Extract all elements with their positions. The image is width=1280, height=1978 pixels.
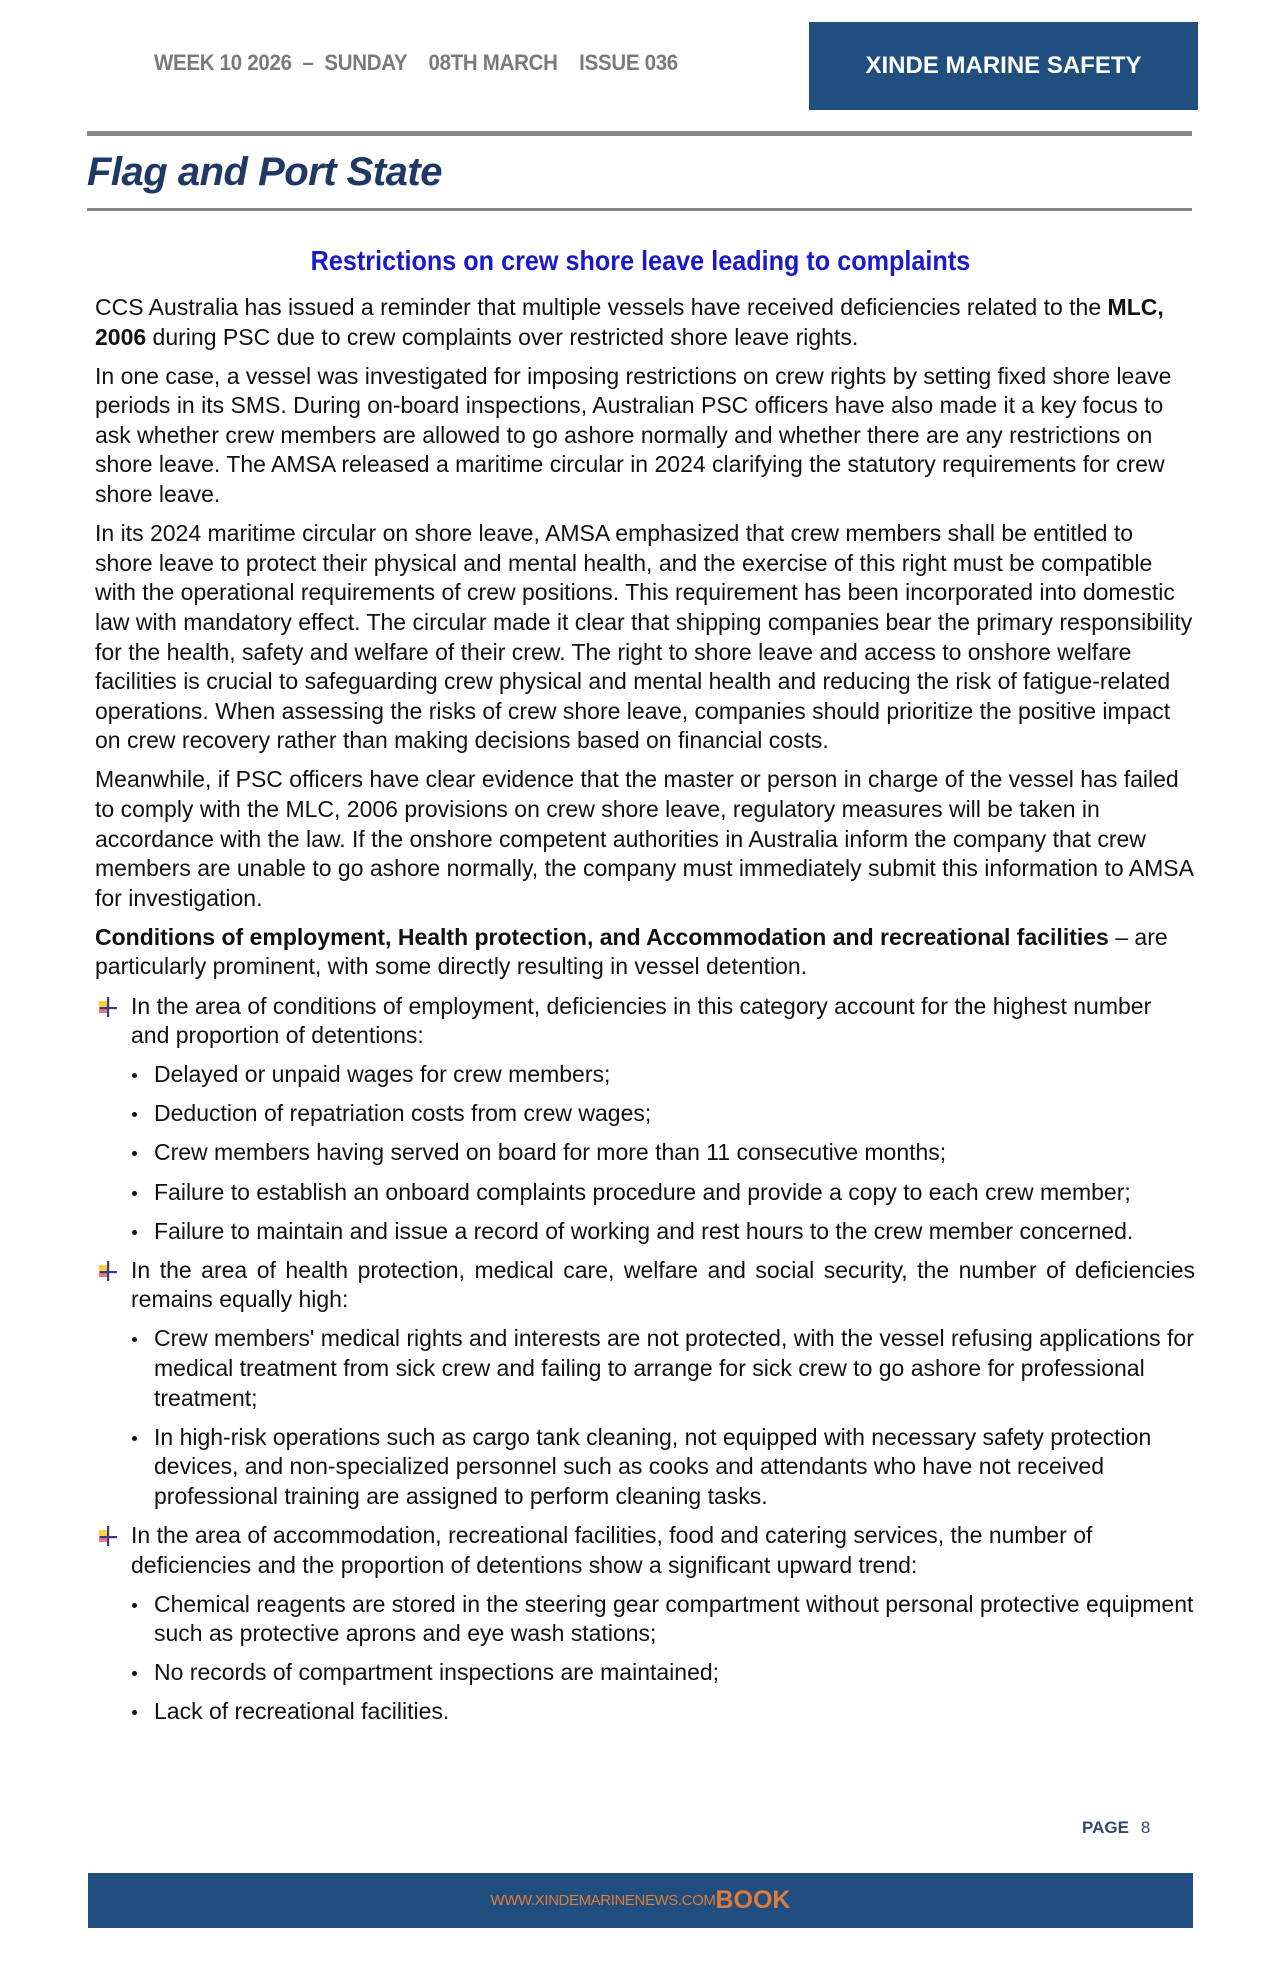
page-indicator — [1082, 1818, 1150, 1838]
bullet-dot-icon — [132, 1436, 137, 1441]
website-link[interactable]: WWW.XINDEMARINENEWS.COM — [490, 1892, 716, 1909]
list-item-text: No records of compartment inspections are maintained; — [154, 1659, 720, 1686]
list-item-text: Crew members' medical rights and interests are not protected, with the vessel refusing applications for medical treatment from sick crew and failing to arrange for sick crew to go ashore for professional treatment; — [154, 1325, 1194, 1411]
list-item — [95, 1060, 1195, 1090]
employment-deficiency-list — [95, 1060, 1195, 1246]
page-number: 8 — [1140, 1818, 1151, 1837]
bullet-dot-icon — [132, 1671, 137, 1676]
list-item — [95, 1178, 1195, 1208]
paragraph-1 — [95, 293, 1195, 352]
list-item — [95, 1138, 1195, 1168]
list-item — [95, 1658, 1195, 1688]
list-item — [95, 1099, 1195, 1129]
bullet-dot-icon — [132, 1337, 137, 1342]
cross-bullet-icon — [97, 1260, 119, 1282]
bullet-dot-icon — [132, 1230, 137, 1235]
paragraph-text: – are particularly prominent, with some directly resulting in vessel detention. — [95, 923, 1168, 980]
brand-name: XINDE MARINE SAFETY — [865, 52, 1142, 79]
paragraph-text: during PSC due to crew complaints over restricted shore leave rights. — [146, 323, 859, 350]
category-accommodation — [95, 1521, 1195, 1580]
list-item — [95, 1590, 1195, 1649]
accommodation-deficiency-list — [95, 1590, 1195, 1727]
list-item — [95, 1217, 1195, 1247]
bullet-dot-icon — [132, 1603, 137, 1608]
paragraph-5 — [95, 923, 1195, 982]
list-item-text: Delayed or unpaid wages for crew members; — [154, 1061, 611, 1088]
category-text: In the area of accommodation, recreational facilities, food and catering services, the number of deficiencies and the proportion of detentions show a significant upward trend: — [131, 1521, 1093, 1578]
bullet-dot-icon — [132, 1151, 137, 1156]
list-item-text: Chemical reagents are stored in the steering gear compartment without personal protective equipment such as protective aprons and eye wash stations; — [154, 1590, 1194, 1647]
article-body — [95, 293, 1195, 1737]
bullet-dot-icon — [132, 1073, 137, 1078]
top-divider — [87, 131, 1192, 136]
health-deficiency-list — [95, 1324, 1195, 1511]
paragraph-4: Meanwhile, if PSC officers have clear evidence that the master or person in charge of the vessel has failed to comply with the MLC, 2006 provisions on crew shore leave, regulatory measures will be taken in accordance with the law. If the onshore competent authorities in Australia inform the company that crew members are unable to go ashore normally, the company must immediately submit this information to AMSA for investigation. — [95, 766, 1193, 911]
paragraph-3: In its 2024 maritime circular on shore leave, AMSA emphasized that crew members shall be entitled to shore leave to protect their physical and mental health, and the exercise of this right must be compatible with the operational requirements of crew positions. This requirement has been incorporated into domestic law with mandatory effect. The circular made it clear that shipping companies bear the primary responsibility for the health, safety and welfare of their crew. The right to shore leave and access to onshore welfare facilities is crucial to safeguarding crew physical and mental health and reducing the risk of fatigue-related operations. When assessing the risks of crew shore leave, companies should prioritize the positive impact on crew recovery rather than making decisions based on financial costs. — [95, 520, 1193, 754]
list-item-text: Lack of recreational facilities. — [154, 1698, 450, 1725]
paragraph-2: In one case, a vessel was investigated for imposing restrictions on crew rights by setting fixed shore leave periods in its SMS. During on-board inspections, Australian PSC officers have also made it a key focus to ask whether crew members are allowed to go ashore normally and whether there are any restrictions on shore leave. The AMSA released a maritime circular in 2024 clarifying the statutory requirements for crew shore leave. — [95, 362, 1172, 508]
category-text: In the area of conditions of employment, deficiencies in this category account for the highest number and proportion of detentions: — [131, 992, 1152, 1049]
page-label: PAGE — [1082, 1818, 1129, 1837]
list-item-text: Deduction of repatriation costs from crew wages; — [154, 1100, 652, 1127]
categories-heading: Conditions of employment, Health protection, and Accommodation and recreational facilities — [95, 923, 1109, 950]
section-title: Flag and Port State — [87, 150, 442, 194]
list-item-text: In high-risk operations such as cargo tank cleaning, not equipped with necessary safety protection devices, and non-specialized personnel such as cooks and attendants who have not received professional training are assigned to perform cleaning tasks. — [154, 1423, 1152, 1509]
list-item — [95, 1423, 1195, 1512]
list-item — [95, 1697, 1195, 1727]
category-health-protection — [95, 1256, 1195, 1315]
footer-bar — [88, 1873, 1193, 1928]
title-divider — [87, 208, 1192, 211]
bullet-dot-icon — [132, 1191, 137, 1196]
list-item-text: Crew members having served on board for more than 11 consecutive months; — [154, 1139, 947, 1166]
bullet-dot-icon — [132, 1112, 137, 1117]
brand-banner — [809, 22, 1198, 110]
cross-bullet-icon — [97, 1525, 119, 1547]
paragraph-text: CCS Australia has issued a reminder that multiple vessels have received deficiencies related to the — [95, 294, 1108, 320]
list-item — [95, 1324, 1195, 1413]
list-item-text: Failure to maintain and issue a record of working and rest hours to the crew member concerned. — [154, 1217, 1134, 1244]
article-title — [0, 245, 1280, 277]
book-label: BOOK — [715, 1886, 791, 1914]
category-text: In the area of health protection, medical care, welfare and social security, the number of deficiencies remains equally high: — [131, 1256, 1195, 1313]
article-title-text: Restrictions on crew shore leave leading to complaints — [310, 245, 970, 276]
cross-bullet-icon — [97, 996, 119, 1018]
issue-date-line: WEEK 10 2026 – SUNDAY 08TH MARCH ISSUE 036 — [154, 50, 678, 75]
category-employment — [95, 992, 1195, 1051]
list-item-text: Failure to establish an onboard complaints procedure and provide a copy to each crew member; — [154, 1178, 1131, 1205]
mlc-reference: MLC, 2006 — [95, 294, 1164, 350]
bullet-dot-icon — [132, 1710, 137, 1715]
